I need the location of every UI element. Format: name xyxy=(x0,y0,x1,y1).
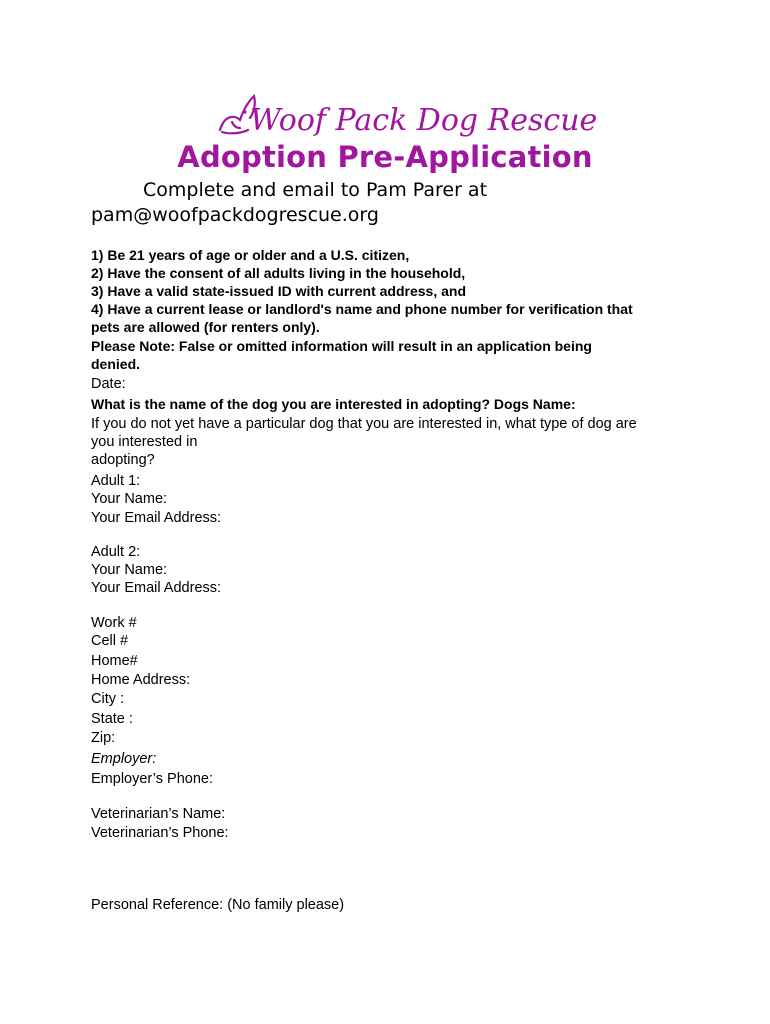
employer-phone-label: Employer’s Phone: xyxy=(91,771,213,787)
employer-label: Employer: xyxy=(91,751,157,767)
state-label: State : xyxy=(91,711,133,727)
zip-label: Zip: xyxy=(91,730,116,746)
adult2-heading: Adult 2: xyxy=(91,544,141,560)
logo-text: Woof Pack Dog Rescue xyxy=(250,103,598,138)
cell-phone-label: Cell # xyxy=(91,633,129,649)
type-question-line-1: If you do not yet have a particular dog that you are interested in, what type of dog are xyxy=(91,416,637,432)
city-label: City : xyxy=(91,691,125,707)
requirement-3: 3) Have a valid state-issued ID with current address, and xyxy=(91,283,467,299)
requirement-1: 1) Be 21 years of age or older and a U.S. citizen, xyxy=(91,247,410,263)
logo-graphic xyxy=(210,86,598,144)
type-question-line-2: you interested in xyxy=(91,434,198,450)
intro-line-1: Complete and email to Pam Parer at xyxy=(143,179,488,201)
rescue-logo xyxy=(210,86,598,144)
date-label: Date: xyxy=(91,376,126,392)
work-phone-label: Work # xyxy=(91,615,137,631)
intro-text xyxy=(91,178,691,228)
adult1-name-label: Your Name: xyxy=(91,491,168,507)
home-phone-label: Home# xyxy=(91,653,138,669)
vet-name-label: Veterinarian’s Name: xyxy=(91,806,226,822)
vet-phone-label: Veterinarian’s Phone: xyxy=(91,825,229,841)
type-question-line-3: adopting? xyxy=(91,452,155,468)
adult2-name-label: Your Name: xyxy=(91,562,168,578)
dog-name-question: What is the name of the dog you are interested in adopting? Dogs Name: xyxy=(91,396,576,412)
requirement-4-cont: pets are allowed (for renters only). xyxy=(91,319,320,335)
intro-email: pam@woofpackdogrescue.org xyxy=(91,204,379,226)
requirement-4: 4) Have a current lease or landlord's name and phone number for verification that xyxy=(91,301,633,317)
adult2-email-label: Your Email Address: xyxy=(91,580,222,596)
note-line-2: denied. xyxy=(91,356,141,372)
home-address-label: Home Address: xyxy=(91,672,191,688)
note-line-1: Please Note: False or omitted information will result in an application being xyxy=(91,338,592,354)
personal-reference-label: Personal Reference: (No family please) xyxy=(91,897,345,913)
adult1-email-label: Your Email Address: xyxy=(91,510,222,526)
page-title: Adoption Pre-Application xyxy=(177,140,593,174)
requirement-2: 2) Have the consent of all adults living in the household, xyxy=(91,265,466,281)
adult1-heading: Adult 1: xyxy=(91,473,141,489)
